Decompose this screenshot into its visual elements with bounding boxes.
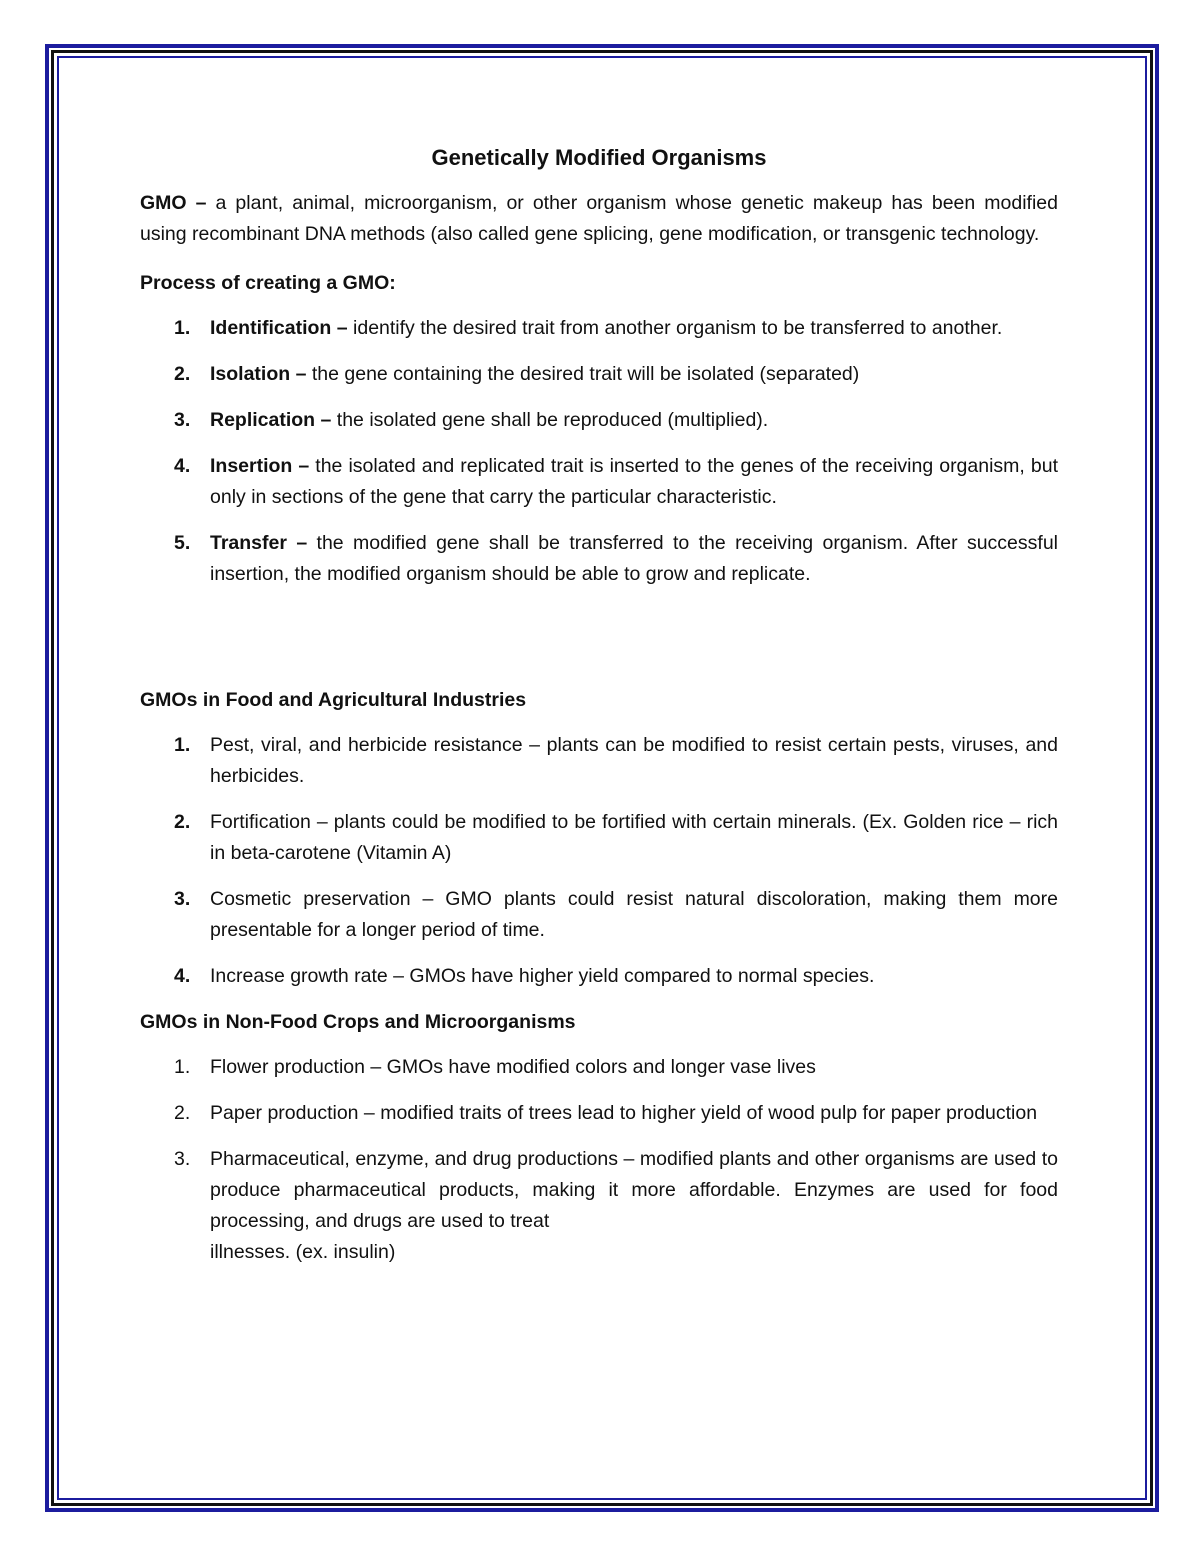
- step-term: Insertion –: [210, 455, 310, 477]
- list-number: 2.: [174, 1102, 191, 1124]
- definition-text: a plant, animal, microorganism, or other organism whose genetic makeup has been modified using recombinant DNA methods (also called gene splicing, gene modification, or transgenic technology.: [140, 192, 1058, 245]
- list-item: [140, 961, 1058, 992]
- step-text: identify the desired trait from another organism to be transferred to another.: [347, 317, 1003, 339]
- gmo-definition: [140, 188, 1058, 250]
- item-text: Pest, viral, and herbicide resistance – plants can be modified to resist certain pests, viruses, and herbicides.: [210, 734, 1058, 787]
- document-body: [140, 140, 1058, 1283]
- list-item: [140, 730, 1058, 792]
- step-term: Isolation –: [210, 363, 307, 385]
- section-spacer: [140, 605, 1058, 685]
- list-number: 4.: [174, 965, 191, 987]
- item-text: Pharmaceutical, enzyme, and drug productions – modified plants and other organisms are used to produce pharmaceutical products, making it more affordable. Enzymes are used for food processing, and drugs are used to treat: [210, 1148, 1058, 1232]
- list-number: 2.: [174, 811, 191, 833]
- list-number: 3.: [174, 409, 191, 431]
- item-text: Paper production – modified traits of trees lead to higher yield of wood pulp for paper production: [210, 1102, 1038, 1124]
- step-term: Identification –: [210, 317, 348, 339]
- nonfood-heading: GMOs in Non-Food Crops and Microorganisms: [140, 1011, 576, 1033]
- list-item: [140, 405, 1058, 436]
- list-number: 1.: [174, 1056, 191, 1078]
- list-number: 1.: [174, 317, 191, 339]
- page-title: Genetically Modified Organisms: [431, 145, 767, 170]
- step-term: Transfer –: [210, 532, 308, 554]
- list-item: [140, 1144, 1058, 1268]
- item-text: Increase growth rate – GMOs have higher yield compared to normal species.: [210, 965, 875, 987]
- list-number: 2.: [174, 363, 191, 385]
- item-text-continued: illnesses. (ex. insulin): [210, 1241, 396, 1263]
- food-heading: GMOs in Food and Agricultural Industries: [140, 689, 527, 711]
- list-item: [140, 359, 1058, 390]
- process-list: [140, 313, 1058, 590]
- step-text: the isolated gene shall be reproduced (multiplied).: [331, 409, 769, 431]
- list-item: [140, 313, 1058, 344]
- item-text: Cosmetic preservation – GMO plants could resist natural discoloration, making them more presentable for a longer period of time.: [210, 888, 1058, 941]
- list-item: [140, 884, 1058, 946]
- list-item: [140, 1098, 1058, 1129]
- list-item: [140, 528, 1058, 590]
- food-list: [140, 730, 1058, 992]
- item-text: Flower production – GMOs have modified colors and longer vase lives: [210, 1056, 816, 1078]
- list-item: [140, 807, 1058, 869]
- nonfood-list: [140, 1052, 1058, 1268]
- list-number: 3.: [174, 1148, 191, 1170]
- item-text: Fortification – plants could be modified to be fortified with certain minerals. (Ex. Golden rice – rich in beta-carotene (Vitamin A): [210, 811, 1058, 864]
- step-text: the modified gene shall be transferred to the receiving organism. After successful insertion, the modified organism should be able to grow and replicate.: [210, 532, 1058, 585]
- list-item: [140, 451, 1058, 513]
- list-number: 3.: [174, 888, 191, 910]
- step-term: Replication –: [210, 409, 332, 431]
- step-text: the isolated and replicated trait is inserted to the genes of the receiving organism, but only in sections of the gene that carry the particular characteristic.: [210, 455, 1058, 508]
- list-number: 4.: [174, 455, 191, 477]
- definition-term: GMO –: [140, 192, 207, 214]
- list-item: [140, 1052, 1058, 1083]
- process-heading: Process of creating a GMO:: [140, 272, 396, 294]
- list-number: 1.: [174, 734, 191, 756]
- list-number: 5.: [174, 532, 191, 554]
- step-text: the gene containing the desired trait will be isolated (separated): [306, 363, 860, 385]
